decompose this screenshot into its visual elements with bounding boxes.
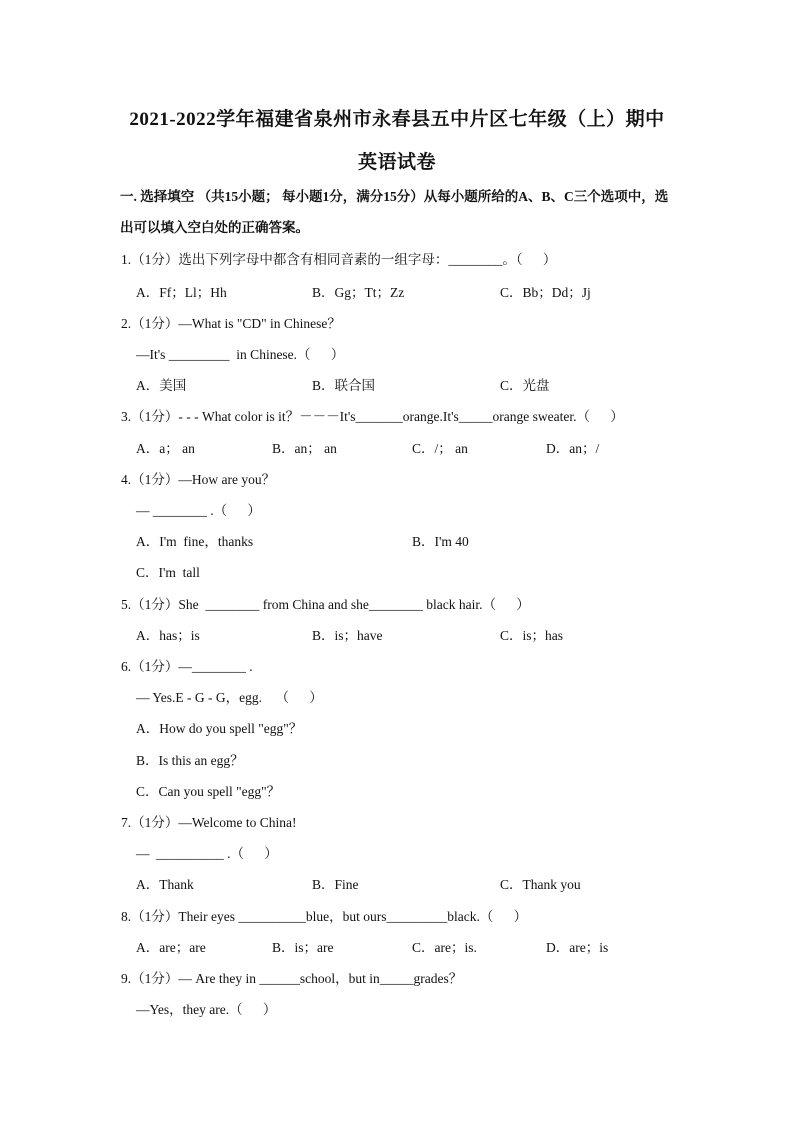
question-2-option-c: C．光盘	[500, 378, 550, 393]
question-4-option-c: C．I'm tall	[136, 565, 200, 580]
question-9-line2: —Yes，they are.（ ）	[136, 1002, 277, 1017]
question-4-stem: 4.（1分）—How are you？	[121, 472, 276, 487]
question-4-line2: — ________ .（ ）	[136, 503, 261, 518]
question-1-option-b: B．Gg；Tt；Zz	[312, 285, 405, 300]
question-6-option-c: C．Can you spell "egg"？	[136, 784, 281, 799]
question-3-option-a: A．a； an	[136, 441, 195, 456]
question-8-option-a: A．are；are	[136, 940, 206, 955]
question-3-option-b: B．an； an	[272, 441, 337, 456]
question-3-option-c: C．/； an	[412, 441, 468, 456]
question-8-option-d: D．are；is	[546, 940, 609, 955]
question-2-option-a: A．美国	[136, 378, 187, 393]
question-5-option-c: C．is；has	[500, 628, 564, 643]
question-7-option-a: A．Thank	[136, 877, 194, 892]
question-3-option-d: D．an；/	[546, 441, 600, 456]
question-2-stem: 2.（1分）—What is "CD" in Chinese？	[121, 316, 341, 331]
question-9-stem: 9.（1分）— Are they in ______school，but in_____grades？	[121, 971, 463, 986]
question-8-option-b: B．is；are	[272, 940, 334, 955]
question-8-stem: 8.（1分）Their eyes __________blue，but ours_________black.（ ）	[121, 909, 528, 924]
question-7-option-c: C．Thank you	[500, 877, 581, 892]
question-1-option-a: A．Ff；Ll；Hh	[136, 285, 227, 300]
section-heading: 一. 选择填空 （共15小题； 每小题1分，满分15分）从每小题所给的A、B、C三个选项中，选出可以填入空白处的正确答案。	[120, 189, 669, 235]
exam-title: 2021-2022学年福建省泉州市永春县五中片区七年级（上）期中	[129, 109, 665, 130]
question-7-line2: — __________ .（ ）	[136, 846, 278, 861]
question-5-stem: 5.（1分）She ________ from China and she________ black hair.（ ）	[121, 597, 530, 612]
question-6-line2: — Yes.E - G - G，egg. （ ）	[136, 690, 323, 705]
question-4-option-a: A．I'm fine，thanks	[136, 534, 254, 549]
question-2-option-b: B．联合国	[312, 378, 376, 393]
question-7-stem: 7.（1分）—Welcome to China!	[121, 815, 297, 830]
question-5-option-b: B．is；have	[312, 628, 383, 643]
question-7-option-b: B．Fine	[312, 877, 359, 892]
question-4-option-b: B．I'm 40	[412, 534, 469, 549]
question-3-stem: 3.（1分）- - - What color is it？－－－It's_______orange.It's_____orange sweater.（ ）	[121, 409, 624, 424]
question-1-option-c: C．Bb；Dd；Jj	[500, 285, 591, 300]
exam-subtitle: 英语试卷	[357, 152, 436, 173]
question-6-option-b: B．Is this an egg？	[136, 753, 244, 768]
question-8-option-c: C．are；is.	[412, 940, 477, 955]
question-6-stem: 6.（1分）—________ .	[121, 659, 253, 674]
question-6-option-a: A．How do you spell "egg"？	[136, 721, 303, 736]
question-2-line2: —It's _________ in Chinese.（ ）	[136, 347, 345, 362]
question-1-stem: 1.（1分）选出下列字母中都含有相同音素的一组字母：________。（ ）	[121, 252, 557, 267]
question-5-option-a: A．has；is	[136, 628, 200, 643]
